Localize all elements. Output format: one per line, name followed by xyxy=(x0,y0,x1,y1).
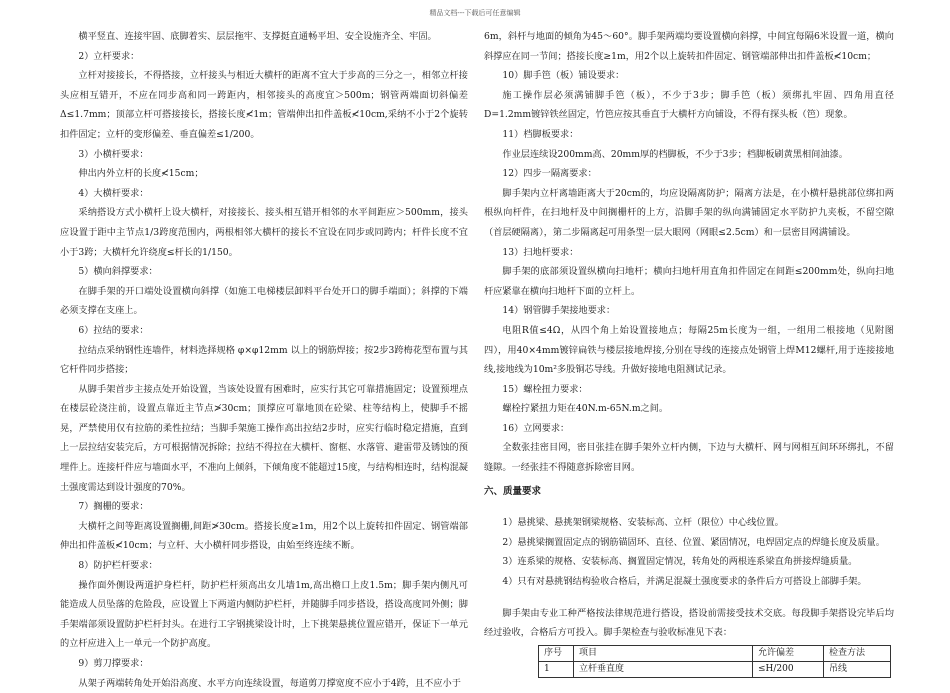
paragraph: 采纳搭设方式小横杆上设大横杆，对接接长、接头相互错开相邻的水平间距应＞500mm，接头应设置于距中主节点1/3跨度范围内，两根相邻大横杆的接长不宜设在同步或同跨内；杆件长度不宜小于3跨；大横杆允许绕度≤杆长的1/150。 xyxy=(60,207,468,258)
paragraph: 脚手架由专业工种严格按法律规范进行搭设，搭设前需接受技术交底。每段脚手架搭设完毕后均经过验收，合格后方可投入。脚手架检查与验收标准见下表： xyxy=(484,607,894,639)
paragraph: 5）横向斜撑要求： xyxy=(78,266,158,278)
paragraph: 电阻R值≤4Ω，从四个角上始设置接地点；每隔25m长度为一组，一组用二根接地（见附图四），用40×4mm镀锌扁铁与楼层接地焊接,分别在导线的连接点处钢管上焊M12螺杆,用于连接接地线,接地线为10m²多股铜芯导线。升做好接地电阻测试记录。 xyxy=(484,324,894,376)
paragraph: 从架子两端转角处开始沿高度、水平方向连续设置，每道剪刀撑宽度不应小于4跨，且不应小于 xyxy=(78,677,461,689)
table-row xyxy=(539,661,891,677)
paragraph: 立杆对接接长，不得搭接，立杆接头与相近大横杆的距离不宜大于步高的三分之一，相邻立杆接头应相互错开，不应在同步高和同一跨距内，相邻接头的高度宜＞500m；钢管两端面切斜偏差Δ≤1.7mm；顶部立杆可搭接接长，搭接长度≮1m；管端伸出扣件盖板≮10cm,采纳不小于2个旋转扣件固定；立杆的变形偏差、垂直偏差≤1/200。 xyxy=(60,70,468,140)
inspection-table xyxy=(538,645,891,678)
paragraph: 9）剪刀撑要求： xyxy=(78,658,149,669)
paragraph: 15）螺栓扭力要求： xyxy=(502,383,588,395)
paragraph: 6）拉结的要求： xyxy=(78,324,149,336)
right-paragraphs xyxy=(484,27,894,643)
paragraph: 操作面外侧设两道护身栏杆，防护栏杆须高出女儿墙1m,高出檐口上皮1.5m；脚手架内侧凡可能造成人员坠落的危险段，应设置上下两道内侧防护栏杆，并随脚手同步搭设，搭设高度同外侧；脚手架端部须设置防护栏杆封头。在进行工字钢挑梁设计时，上下挑架悬挑位置应错开，保证下一单元的立杆应进入上一单元一个防护高度。 xyxy=(60,579,468,650)
table-cell: 吊线 xyxy=(824,661,891,677)
table-header-row xyxy=(539,645,891,661)
left-column xyxy=(60,27,468,693)
paragraph: 施工操作层必须满铺脚手笆（板），不少于3步；脚手笆（板）须绑扎牢固、四角用直径D=1.2mm镀锌铁丝固定，竹笆应按其垂直于大横杆方向铺设，不得有探头板（笆）现象。 xyxy=(484,89,894,121)
paragraph: 伸出内外立杆的长度≮15cm； xyxy=(78,168,204,180)
paragraph: 4）只有对悬挑钢结构验收合格后，并满足混凝土强度要求的条件后方可搭设上部脚手架。 xyxy=(502,576,867,588)
paragraph: 6m，斜杆与地面的倾角为45～60°。脚手架两端均要设置横向斜撑，中间宜每隔6米设置一道，横向斜撑应在同一节间；搭接长度≥1m，用2个以上旋转扣件固定、钢管端部伸出扣件盖板≮10cm； xyxy=(484,31,894,62)
paragraph: 拉结点采纳钢性连墙件，材料选择规格 φ×φ12mm 以上的钢筋焊接；按2步3跨梅花型布置与其它杆件同步搭接； xyxy=(60,344,468,376)
right-column xyxy=(484,27,894,678)
table-header: 项目 xyxy=(574,645,753,661)
paragraph: 1）悬挑梁、悬挑架钢梁规格、安装标高、立杆（限位）中心线位置。 xyxy=(502,517,784,529)
paragraph: 3）小横杆要求： xyxy=(78,148,149,160)
section-heading: 六、质量要求 xyxy=(484,485,542,497)
paragraph: 脚手架内立杆离墙距离大于20cm的，均应设隔离防护；隔离方法是，在小横杆悬挑部位绑扣两根纵向杆件，在扫地杆及中间搁栅杆的上方，沿脚手架的纵向满铺固定水平防护九夹板，不留空隙（首层硬隔离），第二步隔离起可用条型一层大眼网（网眼≤2.5cm）和一层密目网满铺设。 xyxy=(484,187,894,238)
paragraph: 16）立网要求： xyxy=(502,422,570,434)
paragraph: 横平竖直、连接牢固、底脚着实、层层拖牢、支撑挺直通畅平坦、安全设施齐全、牢固。 xyxy=(78,31,437,42)
paragraph: 螺栓拧紧扭力矩在40N.m-65N.m之间。 xyxy=(502,403,669,415)
paragraph: 8）防护栏杆要求： xyxy=(78,560,158,572)
table-cell: 立杆垂直度 xyxy=(574,661,753,677)
paragraph: 4）大横杆要求： xyxy=(78,187,149,199)
paragraph: 13）扫地杆要求： xyxy=(502,246,579,258)
page-header: 精品文档---下载后可任意编辑 xyxy=(429,9,521,17)
paragraph: 作业层连续设200mm高、20mm厚的档脚板，不少于3步；档脚板刷黄黑相间油漆。 xyxy=(502,148,848,160)
table-cell: 1 xyxy=(539,661,574,677)
paragraph: 2）悬挑梁搁置固定点的钢筋锚固环、直径、位置、紧固情况，电焊固定点的焊缝长度及质量。 xyxy=(502,536,885,548)
paragraph: 3）连系梁的规格、安装标高、搁置固定情况，转角处的两根连系梁直角拼接焊缝质量。 xyxy=(502,556,858,568)
table-cell: ≤H/200 xyxy=(753,661,824,677)
paragraph: 12）四步一隔离要求： xyxy=(502,168,597,180)
paragraph: 14）钢管脚手架接地要求： xyxy=(502,305,616,317)
paragraph: 在脚手架的开口端处设置横向斜撑（如施工电梯楼层卸料平台处开口的脚手端面）；斜撑的下端必须支撑在支座上。 xyxy=(60,285,468,317)
paragraph: 全数张挂密目网，密目张挂在脚手架外立杆内侧，下边与大横杆、网与网相互间环环绑扎，不留缝隙。一经张挂不得随意拆除密目网。 xyxy=(484,442,894,474)
paragraph: 从脚手架首步主接点处开始设置，当该处设置有困难时，应实行其它可靠措施固定；设置预埋点在楼层砼浇注前，设置点靠近主节点≯30cm；顶撑应可靠地顶在砼梁、柱等结构上，使脚手不摇晃，严禁使用仅有拉筋的柔性拉结；当脚手架施工操作高出拉结2步时，应实行临时稳定措施，直到上一层拉结安装完后，方可根据情况拆除；拉结不得拉在大横杆、窗框、水落管、避雷带及锈蚀的预埋件上。连接杆件应与墙面水平，不准向上倾斜，下倾角度不能超过15度，与结构相连时，结构混凝土强度需达到设计强度的70%。 xyxy=(60,383,468,493)
table-header: 序号 xyxy=(539,645,574,661)
paragraph: 10）脚手笆（板）铺设要求： xyxy=(502,70,625,82)
paragraph: 11）档脚板要求： xyxy=(502,128,579,140)
paragraph: 2）立杆要求： xyxy=(78,50,140,62)
table-header: 允许偏差 xyxy=(753,645,824,661)
paragraph: 大横杆之间等距离设置搁栅,间距≯30cm。搭接长度≥1m，用2个以上旋转扣件固定、钢管端部伸出扣件盖板≮10cm；与立杆、大小横杆同步搭设，由始至终连续不断。 xyxy=(60,520,468,552)
paragraph: 脚手架的底部须设置纵横向扫地杆；横向扫地杆用直角扣件固定在间距≤200mm处，纵向扫地杆应紧靠在横向扫地杆下面的立杆上。 xyxy=(484,266,894,297)
paragraph: 7）搁栅的要求： xyxy=(78,501,149,513)
table-header: 检查方法 xyxy=(824,645,891,661)
